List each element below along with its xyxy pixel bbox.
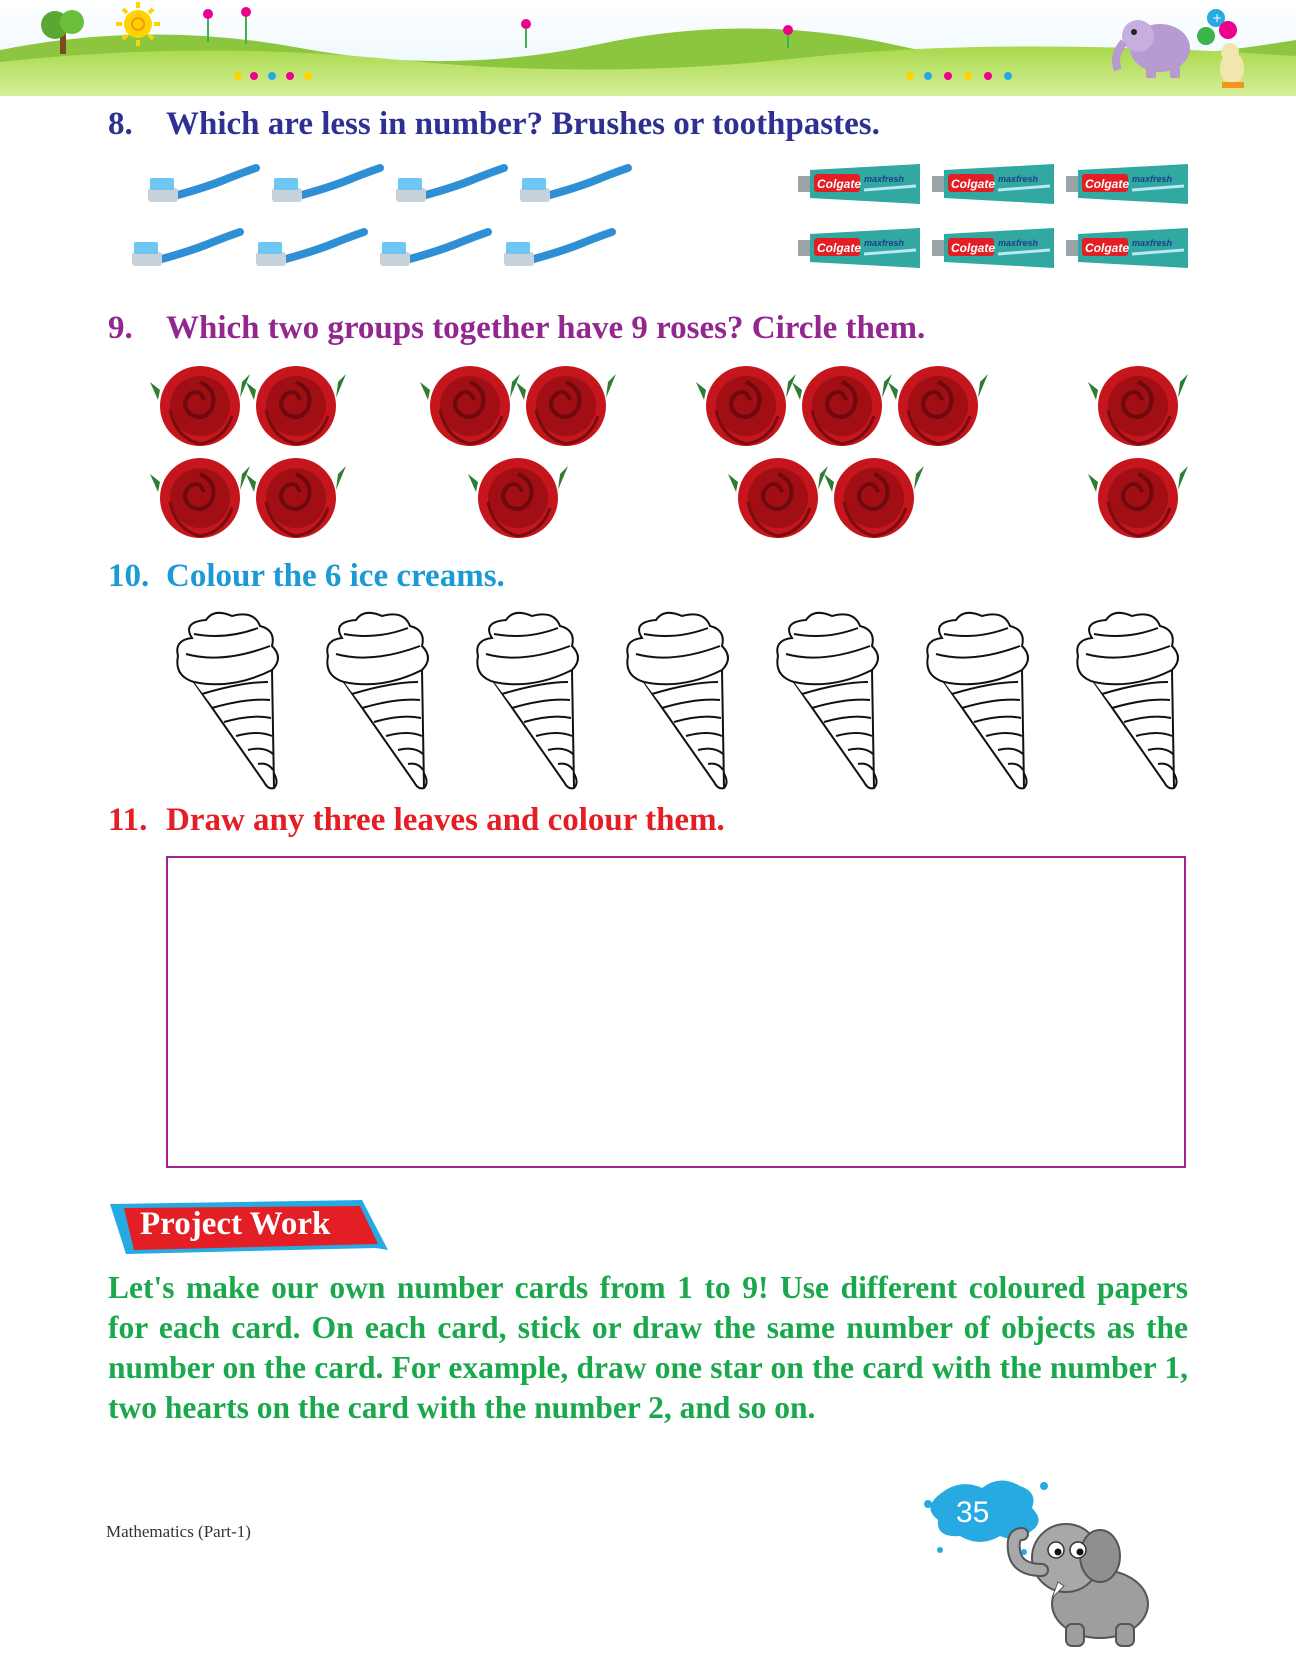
rose-icon: [468, 458, 568, 538]
toothbrush-icon: [520, 168, 628, 202]
question-number: 8.: [108, 106, 133, 142]
toothbrush-icon: [148, 168, 256, 202]
question-11: [108, 802, 725, 839]
page-number: 35: [956, 1496, 990, 1529]
toothpaste-group: [798, 162, 1188, 280]
question-10: [108, 558, 505, 595]
icecream-icon: [777, 613, 878, 789]
rose-icon: [150, 458, 250, 538]
question-number: 11.: [108, 802, 148, 838]
question-text: Which two groups together have 9 roses? Circle them.: [166, 310, 926, 346]
toothpaste-icon: [1066, 228, 1188, 268]
rose-icon: [420, 366, 520, 446]
toothbrush-icon: [504, 232, 612, 266]
question-number: 9.: [108, 310, 133, 346]
question-number: 10.: [108, 558, 150, 594]
rose-icon: [150, 366, 250, 446]
toothbrush-group: [128, 160, 648, 292]
icecream-icon: [627, 613, 728, 789]
rose-icon: [1088, 458, 1188, 538]
toothbrush-icon: [132, 232, 240, 266]
svg-text:+: +: [1212, 11, 1223, 25]
toothbrush-icon: [396, 168, 504, 202]
icecream-icon: [1077, 613, 1178, 789]
rose-icon: [888, 366, 988, 446]
project-description: Let's make our own number cards from 1 to 9! Use different coloured papers for each card. On each card, stick or draw the same number of objects as the number on the card. For example, draw one star on the card with the number 1, two hearts on the card with the number 2, and so on.: [108, 1270, 1188, 1425]
toothbrush-icon: [272, 168, 380, 202]
question-9: [108, 310, 925, 347]
toothpaste-icon: [1066, 164, 1188, 204]
drawing-answer-box[interactable]: [166, 856, 1186, 1168]
question-text: Colour the 6 ice creams.: [166, 558, 505, 594]
question-8: [108, 106, 880, 143]
header-banner: [0, 0, 1296, 96]
book-title: Mathematics (Part-1): [106, 1522, 251, 1541]
rose-icon: [246, 458, 346, 538]
rose-icon: [728, 458, 828, 538]
roses-groups: [150, 356, 1190, 542]
project-work-label: Project Work: [140, 1206, 331, 1242]
rose-icon: [246, 366, 346, 446]
rose-icon: [792, 366, 892, 446]
rose-icon: [1088, 366, 1188, 446]
toothbrush-icon: [256, 232, 364, 266]
toothpaste-icon: [932, 164, 1054, 204]
toothbrush-icon: [380, 232, 488, 266]
elephant-mascot-icon: [1014, 1524, 1148, 1646]
icecream-icon: [327, 613, 428, 789]
question-text: Which are less in number? Brushes or toothpastes.: [166, 106, 880, 142]
question-text: Draw any three leaves and colour them.: [166, 802, 725, 838]
icecream-row: [168, 608, 1192, 790]
toothpaste-icon: [798, 228, 920, 268]
icecream-icon: [477, 613, 578, 789]
rose-icon: [824, 458, 924, 538]
icecream-icon: [927, 613, 1028, 789]
toothpaste-icon: [798, 164, 920, 204]
rose-icon: [516, 366, 616, 446]
toothpaste-icon: [932, 228, 1054, 268]
icecream-icon: [177, 613, 278, 789]
rose-icon: [696, 366, 796, 446]
